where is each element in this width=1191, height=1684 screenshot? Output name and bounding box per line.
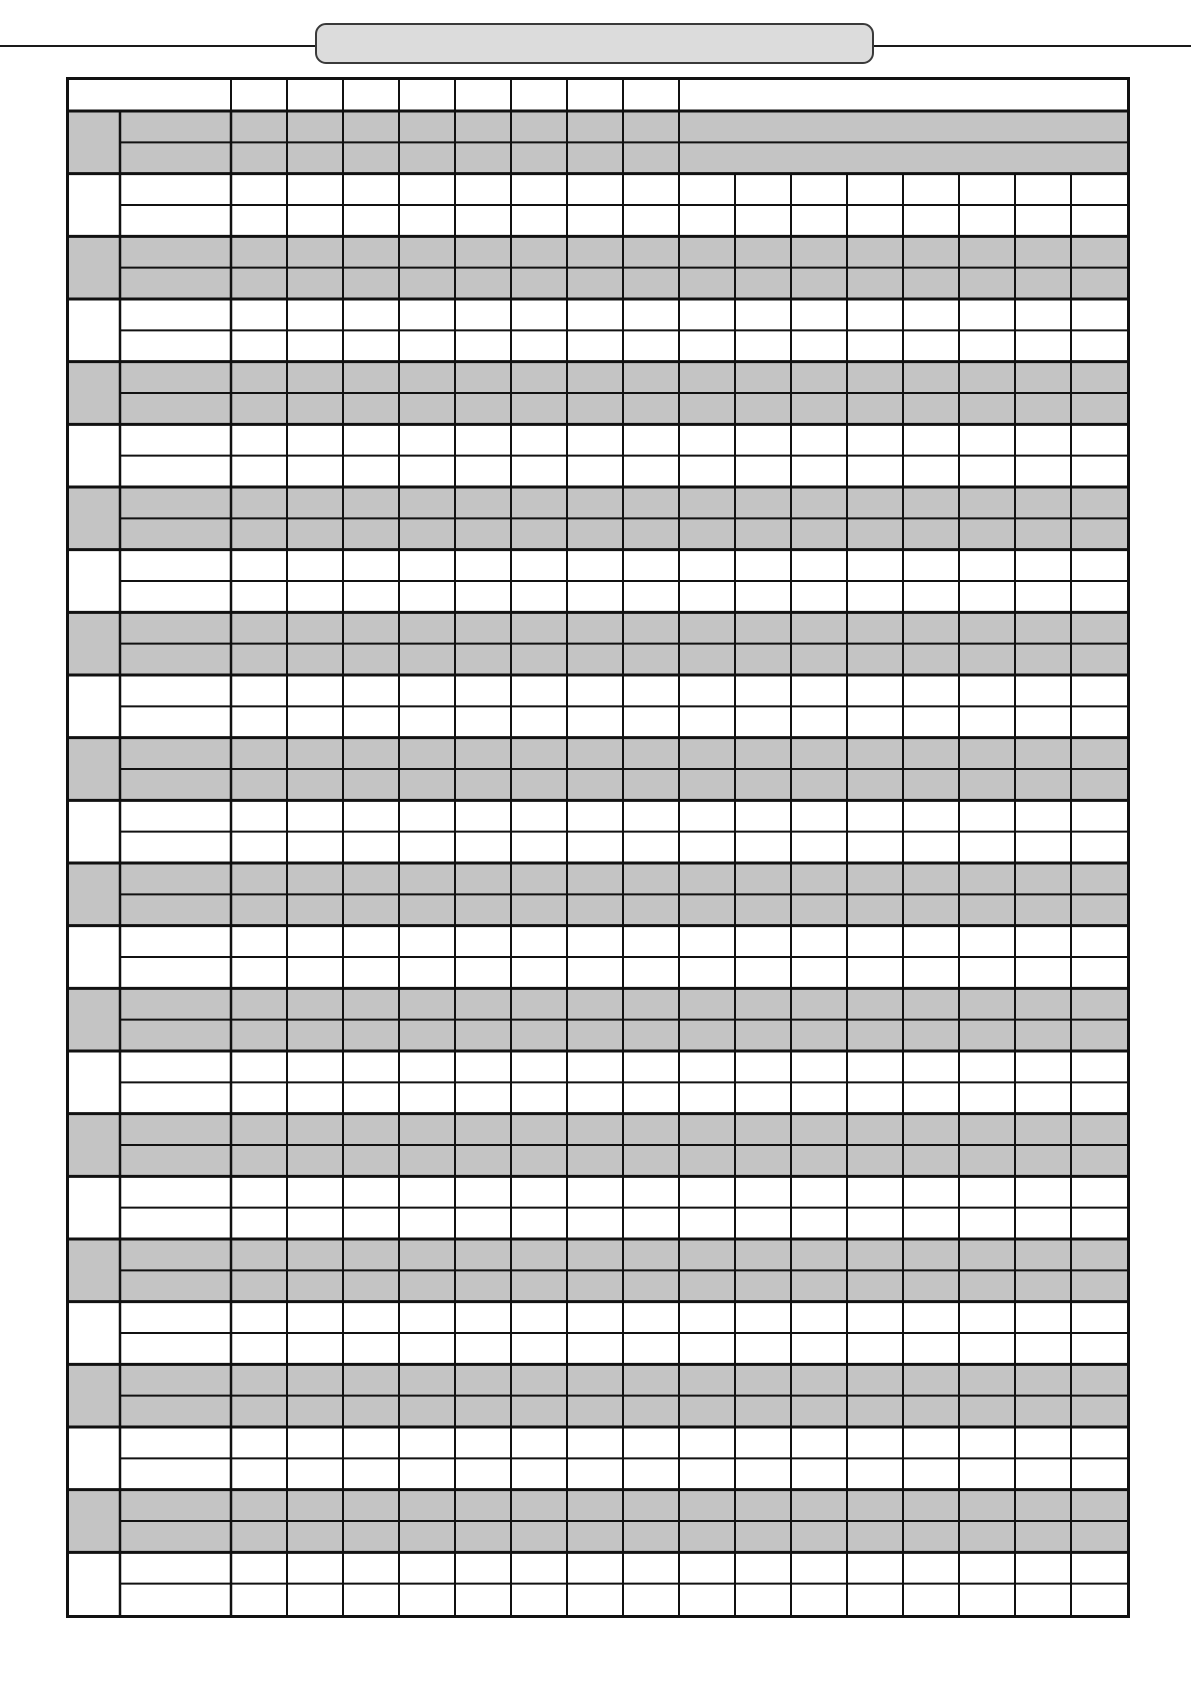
header-rule-right bbox=[874, 45, 1191, 47]
header-rule-left bbox=[0, 45, 318, 47]
grid-lines bbox=[69, 80, 1127, 1615]
blank-grid-table bbox=[66, 77, 1130, 1618]
title-box bbox=[315, 23, 874, 64]
